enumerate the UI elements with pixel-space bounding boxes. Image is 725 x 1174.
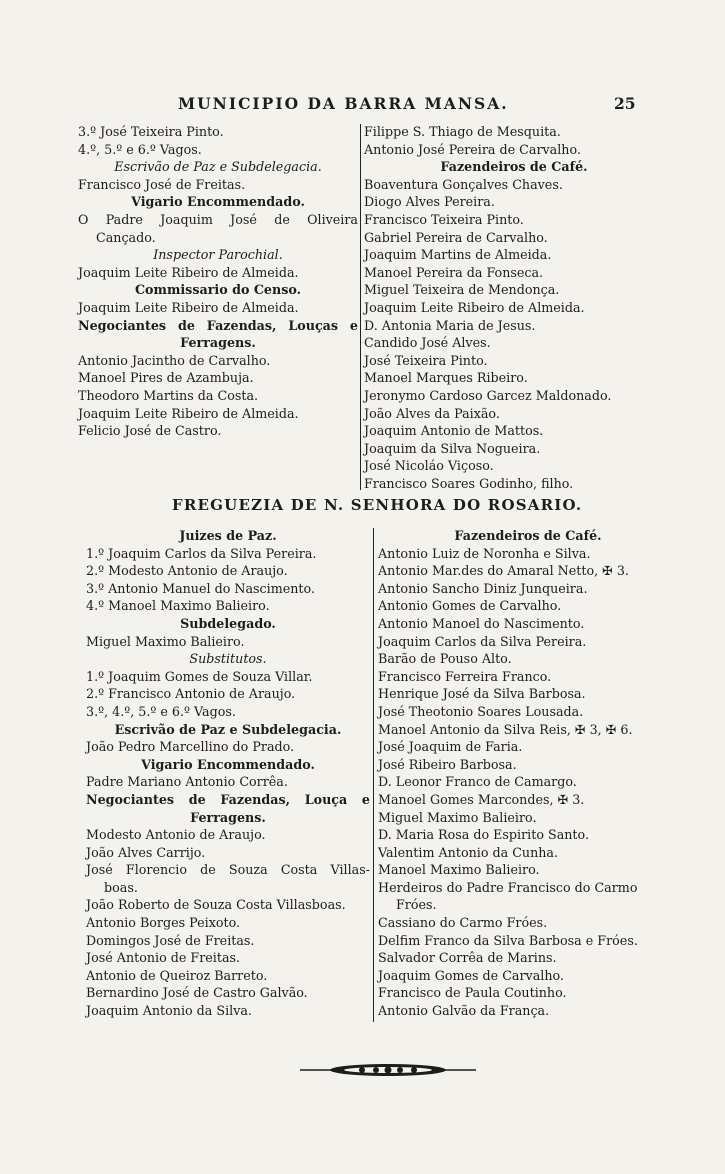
section-heading: Vigario Encommendado. xyxy=(131,194,305,210)
section-heading: Commissario do Censo. xyxy=(134,282,302,298)
list-item: José Ribeiro Barbosa. xyxy=(378,756,517,772)
list-item: Antonio Sancho Diniz Junqueira. xyxy=(378,580,588,596)
parish-section-title: FREGUEZIA DE N. SENHORA DO ROSARIO. xyxy=(172,496,583,514)
list-item: Boaventura Gonçalves Chaves. xyxy=(364,176,563,192)
list-item: Antonio Galvão da França. xyxy=(378,1003,550,1019)
list-item: Henrique José da Silva Barbosa. xyxy=(378,686,586,702)
list-item: Salvador Corrêa de Marins. xyxy=(378,950,557,966)
list-item: 4.º, 5.º e 6.º Vagos. xyxy=(78,141,202,157)
section-heading: Escrivão de Paz e Subdelegacia. xyxy=(114,721,342,737)
list-item: Antonio José Pereira de Carvalho. xyxy=(364,141,581,157)
list-item: Joaquim Gomes de Carvalho. xyxy=(378,967,564,983)
list-item: Francisco Soares Godinho, filho. xyxy=(364,475,574,491)
list-item: José Florencio de Souza Costa Villas- xyxy=(86,862,370,878)
list-item: Antonio Borges Peixoto. xyxy=(86,915,241,931)
list-item: José Joaquim de Faria. xyxy=(378,739,523,755)
list-item: Antonio Jacintho de Carvalho. xyxy=(78,352,271,368)
list-item: Manoel Gomes Marcondes, ✠ 3. xyxy=(378,791,585,807)
list-item: José Theotonio Soares Lousada. xyxy=(378,703,584,719)
list-item: José Nicoláo Viçoso. xyxy=(364,458,494,474)
section-heading-continuation: Ferragens. xyxy=(190,809,266,825)
list-item: D. Leonor Franco de Camargo. xyxy=(378,774,577,790)
list-item: Joaquim Antonio de Mattos. xyxy=(364,423,544,439)
list-item: João Pedro Marcellino do Prado. xyxy=(86,739,295,755)
list-item: Francisco José de Freitas. xyxy=(78,176,246,192)
list-item: O Padre Joaquim José de Oliveira xyxy=(78,211,358,227)
list-item: Joaquim Leite Ribeiro de Almeida. xyxy=(364,299,585,315)
list-item: 1.º Joaquim Carlos da Silva Pereira. xyxy=(86,545,317,561)
list-item: 2.º Francisco Antonio de Araujo. xyxy=(86,686,296,702)
list-item: Manoel Pires de Azambuja. xyxy=(78,370,254,386)
list-item: Joaquim Carlos da Silva Pereira. xyxy=(378,633,587,649)
list-item: Antonio Mar.des do Amaral Netto, ✠ 3. xyxy=(378,563,629,579)
list-item: Padre Mariano Antonio Corrêa. xyxy=(86,774,288,790)
list-item: Manoel Pereira da Fonseca. xyxy=(364,264,544,280)
list-item: Diogo Alves Pereira. xyxy=(364,194,495,210)
list-item: Candido José Alves. xyxy=(364,335,491,351)
column-divider xyxy=(373,528,374,1022)
list-item: 3.º, 4.º, 5.º e 6.º Vagos. xyxy=(86,703,236,719)
section-heading: Inspector Parochial. xyxy=(153,247,283,263)
list-item: Gabriel Pereira de Carvalho. xyxy=(364,229,548,245)
list-item: Delfim Franco da Silva Barbosa e Fróes. xyxy=(378,932,638,948)
list-item: Bernardino José de Castro Galvão. xyxy=(86,985,308,1001)
section-heading: Juizes de Paz. xyxy=(179,528,277,543)
list-item: Joaquim Antonio da Silva. xyxy=(86,1003,252,1019)
list-item-continuation: Cançado. xyxy=(96,229,156,245)
list-item: 1.º Joaquim Gomes de Souza Villar. xyxy=(86,668,313,684)
list-item: Barão de Pouso Alto. xyxy=(378,651,512,667)
list-item: D. Antonia Maria de Jesus. xyxy=(364,317,536,333)
list-item: João Alves Carrijo. xyxy=(86,844,206,860)
list-item: Manoel Maximo Balieiro. xyxy=(378,862,540,878)
list-item: Francisco Ferreira Franco. xyxy=(378,668,552,684)
list-item: Miguel Teixeira de Mendonça. xyxy=(364,282,560,298)
list-item: Joaquim Leite Ribeiro de Almeida. xyxy=(78,299,299,315)
list-item: João Roberto de Souza Costa Villasboas. xyxy=(86,897,346,913)
list-item: Antonio Luiz de Noronha e Silva. xyxy=(378,545,591,561)
bottom-right-column xyxy=(378,527,678,1020)
list-item: Valentim Antonio da Cunha. xyxy=(378,844,559,860)
section-heading: Negociantes de Fazendas, Louças e xyxy=(78,317,358,333)
section-heading: Vigario Encommendado. xyxy=(141,756,315,772)
list-item: 2.º Modesto Antonio de Araujo. xyxy=(86,563,288,579)
list-item: Antonio de Queiroz Barreto. xyxy=(86,967,268,983)
list-item: 3.º Antonio Manuel do Nascimento. xyxy=(86,580,315,596)
top-left-column xyxy=(78,123,358,440)
list-item: Francisco Teixeira Pinto. xyxy=(364,211,524,227)
list-item: Joaquim Leite Ribeiro de Almeida. xyxy=(78,264,299,280)
section-heading: Escrivão de Paz e Subdelegacia. xyxy=(114,159,322,175)
list-item: Felicio José de Castro. xyxy=(78,423,222,439)
list-item: Antonio Manoel do Nascimento. xyxy=(378,615,585,631)
list-item: José Teixeira Pinto. xyxy=(364,352,488,368)
section-heading: Fazendeiros de Café. xyxy=(440,159,588,175)
top-right-column xyxy=(364,123,664,492)
list-item: Miguel Maximo Balieiro. xyxy=(86,633,245,649)
list-item: Joaquim Martins de Almeida. xyxy=(364,247,552,263)
section-heading: Substitutos. xyxy=(189,651,267,667)
ornament-divider xyxy=(300,1061,476,1083)
list-item: 4.º Manoel Maximo Balieiro. xyxy=(86,598,270,614)
list-item-continuation: Fróes. xyxy=(396,897,437,913)
section-heading-continuation: Ferragens. xyxy=(180,335,256,351)
list-item: José Antonio de Freitas. xyxy=(86,950,241,966)
list-item-continuation: boas. xyxy=(104,879,138,895)
list-item: Joaquim da Silva Nogueira. xyxy=(364,440,541,456)
list-item: Francisco de Paula Coutinho. xyxy=(378,985,567,1001)
list-item: 3.º José Teixeira Pinto. xyxy=(78,124,224,139)
list-item: Domingos José de Freitas. xyxy=(86,932,255,948)
page-header-title: MUNICIPIO DA BARRA MANSA. xyxy=(178,94,509,113)
section-heading: Fazendeiros de Café. xyxy=(454,528,602,543)
bottom-left-column xyxy=(86,527,370,1020)
list-item: D. Maria Rosa do Espirito Santo. xyxy=(378,827,589,843)
list-item: Modesto Antonio de Araujo. xyxy=(86,827,266,843)
list-item: Cassiano do Carmo Fróes. xyxy=(378,915,548,931)
list-item: Joaquim Leite Ribeiro de Almeida. xyxy=(78,405,299,421)
list-item: Antonio Gomes de Carvalho. xyxy=(378,598,562,614)
list-item: Herdeiros do Padre Francisco do Carmo xyxy=(378,879,638,895)
page-number: 25 xyxy=(614,94,636,113)
list-item: Manoel Marques Ribeiro. xyxy=(364,370,528,386)
list-item: Theodoro Martins da Costa. xyxy=(78,387,259,403)
section-heading: Negociantes de Fazendas, Louça e xyxy=(86,791,370,807)
list-item: Manoel Antonio da Silva Reis, ✠ 3, ✠ 6. xyxy=(378,721,633,737)
list-item: Filippe S. Thiago de Mesquita. xyxy=(364,124,561,139)
section-heading: Subdelegado. xyxy=(180,615,276,631)
list-item: Jeronymo Cardoso Garcez Maldonado. xyxy=(364,387,612,403)
list-item: Miguel Maximo Balieiro. xyxy=(378,809,537,825)
list-item: João Alves da Paixão. xyxy=(364,405,500,421)
column-divider xyxy=(360,124,361,490)
